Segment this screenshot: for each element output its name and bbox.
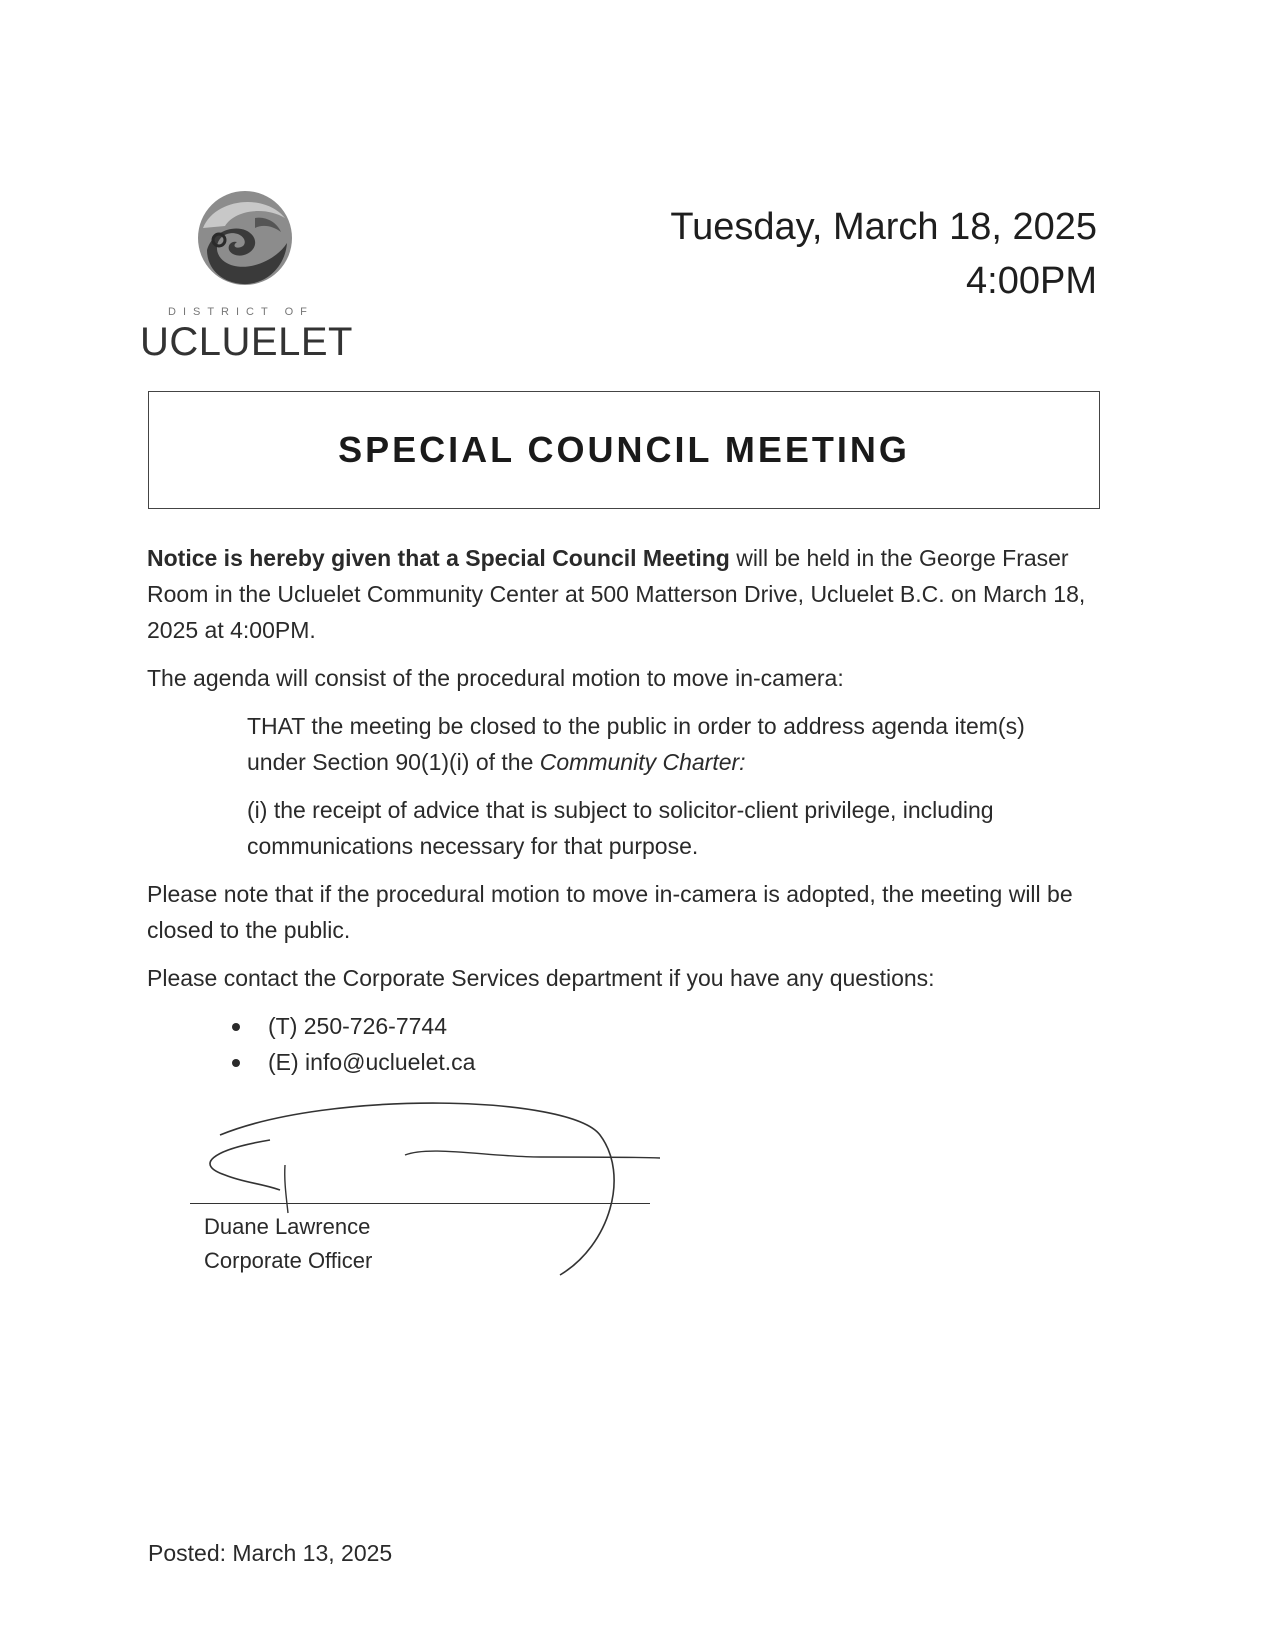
logo-district-label: DISTRICT OF (168, 306, 314, 318)
signature-line (190, 1203, 650, 1204)
closing-note: Please note that if the procedural motion to move in-camera is adopted, the meeting will be closed to the public. (147, 881, 1073, 943)
signatory-title: Corporate Officer (204, 1248, 373, 1273)
agenda-intro: The agenda will consist of the procedural motion to move in-camera: (147, 665, 844, 691)
contact-intro: Please contact the Corporate Services department if you have any questions: (147, 965, 935, 991)
contact-phone (232, 1008, 1117, 1044)
meeting-title-box (148, 391, 1100, 509)
bullet-icon (232, 1059, 240, 1067)
notice-lead-rest: will be held in the George Fraser Room in the Ucluelet Community Center at 500 Matterson Drive, Ucluelet B.C. on March 18, 2025 at 4:00PM. (147, 545, 1086, 643)
meeting-time: 4:00PM (966, 260, 1097, 302)
wave-swirl-emblem-icon (195, 188, 295, 288)
logo-municipality-name: UCLUELET (140, 320, 353, 364)
meeting-title: SPECIAL COUNCIL MEETING (338, 429, 910, 470)
contact-list (147, 1008, 1117, 1080)
motion-text-main: THAT the meeting be closed to the public in order to address agenda item(s) under Section 90(1)(i) of the (247, 713, 1025, 775)
posted-date: Posted: March 13, 2025 (148, 1540, 393, 1566)
signatory-name: Duane Lawrence (204, 1214, 371, 1239)
notice-body (147, 540, 1117, 1080)
notice-lead-bold: Notice is hereby given that a Special Council Meeting (147, 545, 730, 571)
notice-paragraph (147, 540, 1117, 648)
contact-phone-text: (T) 250-726-7744 (268, 1013, 447, 1039)
signature-block (190, 1095, 710, 1295)
contact-email-text: (E) info@ucluelet.ca (268, 1049, 476, 1075)
motion-charter: Community Charter: (539, 749, 746, 775)
contact-email (232, 1044, 1117, 1080)
bullet-icon (232, 1023, 240, 1031)
district-logo (140, 188, 360, 364)
meeting-datetime (670, 200, 1097, 308)
motion-text (247, 708, 1077, 780)
motion-clause: (i) the receipt of advice that is subject to solicitor-client privilege, including communications necessary for that purpose. (247, 797, 994, 859)
signatory-details (204, 1210, 372, 1278)
meeting-date: Tuesday, March 18, 2025 (670, 206, 1097, 248)
